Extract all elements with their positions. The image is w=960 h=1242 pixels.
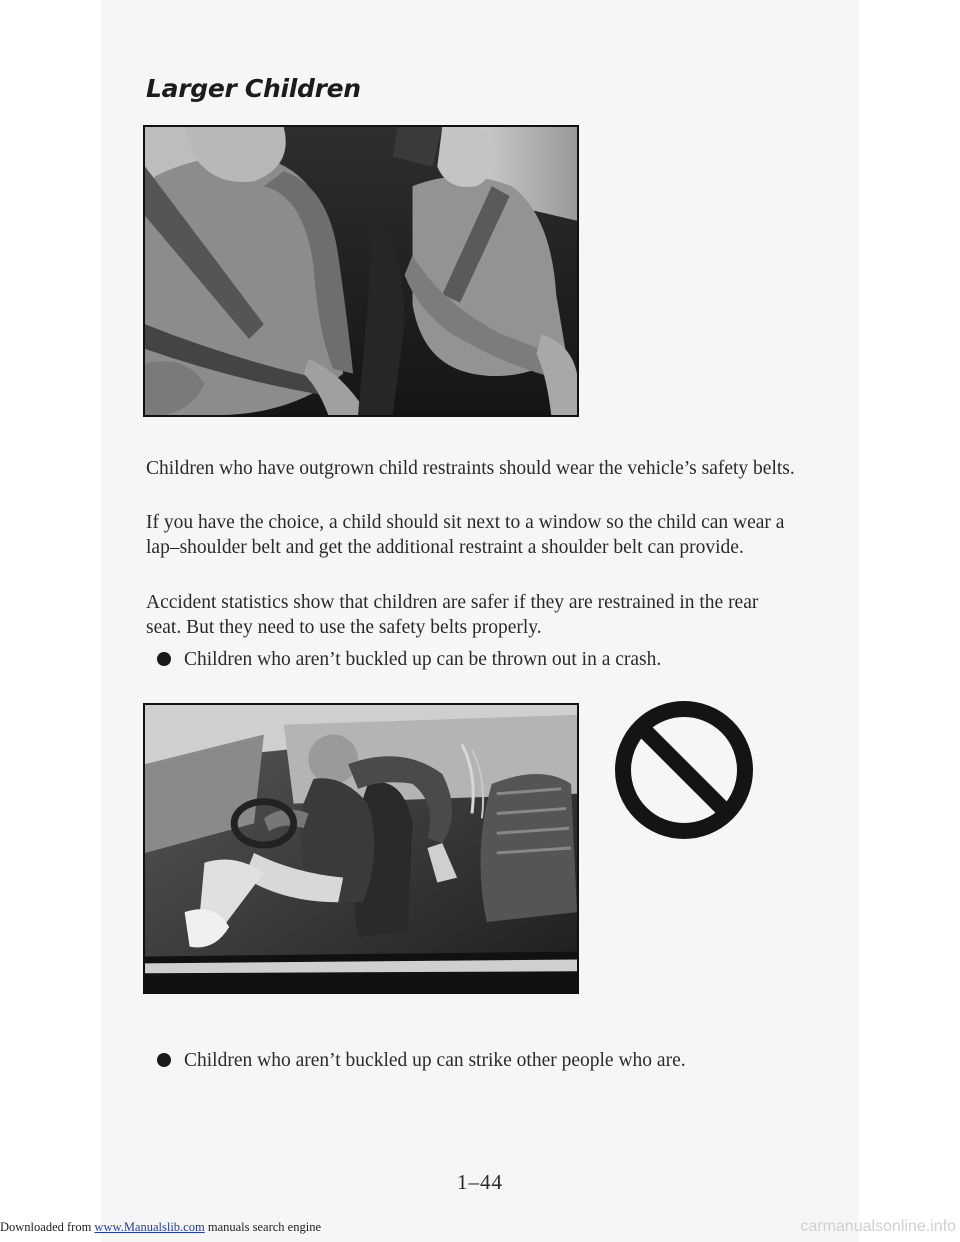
paragraph-outgrown: Children who have outgrown child restraints should wear the vehicle’s safety belts. [146,458,795,479]
page-number: 1–44 [457,1170,503,1194]
illustration-unbuckled-child-thrown [143,703,579,994]
bullet-dot-icon [157,1053,171,1067]
illustration-children-wearing-belts [143,125,579,417]
bullet-dot-icon [157,652,171,666]
bullet-text: Children who aren’t buckled up can be thrown out in a crash. [184,649,662,670]
bullet-text: Children who aren’t buckled up can strike other people who are. [184,1050,686,1071]
bullet-item [157,647,797,672]
watermark: carmanualsonline.info [800,1218,956,1235]
section-heading: Larger Children [146,74,361,103]
paragraph-accident-statistics: Accident statistics show that children are safer if they are restrained in the rear seat. But they need to use the safety belts properly. [146,592,759,638]
download-footer [0,1220,321,1235]
manualslib-link[interactable]: www.Manualslib.com [94,1220,205,1234]
paragraph-window-seat: If you have the choice, a child should sit next to a window so the child can wear a lap–shoulder belt and get the additional restraint a shoulder belt can provide. [146,512,785,558]
footer-prefix: Downloaded from [0,1220,95,1234]
footer-suffix: manuals search engine [204,1220,321,1234]
prohibition-icon [612,698,756,842]
bullet-item [157,1048,797,1073]
